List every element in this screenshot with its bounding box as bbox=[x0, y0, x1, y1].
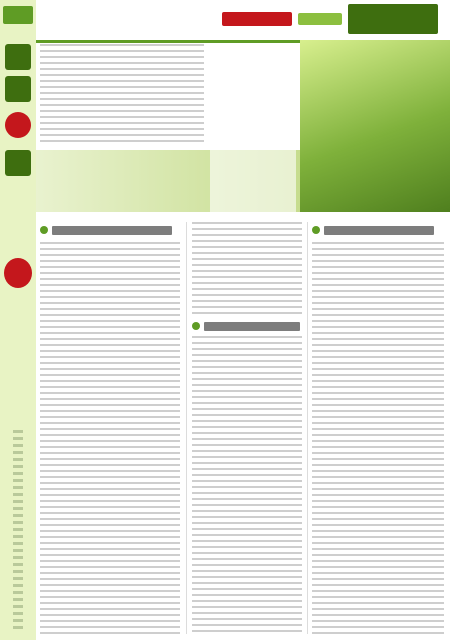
section-title-char-3 bbox=[5, 112, 31, 138]
section-body-block-1 bbox=[40, 242, 180, 634]
intro-text-block bbox=[40, 44, 204, 144]
section-body-3 bbox=[312, 242, 444, 634]
grape-photo bbox=[300, 40, 450, 212]
section-marker-3 bbox=[312, 226, 320, 234]
issue-meta-column bbox=[13, 430, 23, 630]
intro-text bbox=[40, 44, 204, 144]
paper-name-mark bbox=[222, 12, 292, 26]
section-title-bar-1 bbox=[52, 226, 172, 235]
section-title-bar-3 bbox=[324, 226, 434, 235]
headline-main bbox=[214, 48, 292, 128]
section-body-block-2-top bbox=[192, 222, 302, 314]
headline-area bbox=[210, 44, 296, 214]
section-body-2 bbox=[192, 336, 302, 634]
feature-label-mark bbox=[298, 13, 342, 25]
section-body-1 bbox=[40, 242, 180, 634]
page-masthead bbox=[36, 0, 450, 43]
column-divider-left bbox=[186, 222, 187, 634]
section-marker-1 bbox=[40, 226, 48, 234]
page-number-badge bbox=[3, 6, 33, 24]
column-divider-right bbox=[307, 222, 308, 634]
section-title-char-4 bbox=[5, 150, 31, 176]
section-marker-2 bbox=[192, 322, 200, 330]
special-tag-badge bbox=[4, 258, 32, 288]
section-sidebar bbox=[0, 0, 36, 640]
section-title-char-1 bbox=[5, 44, 31, 70]
section-body-block-3 bbox=[312, 242, 444, 634]
headline-sub bbox=[214, 134, 292, 210]
section-body-block-2 bbox=[192, 336, 302, 634]
section-title-char-2 bbox=[5, 76, 31, 102]
section-title-bar-2 bbox=[204, 322, 300, 331]
city-logo bbox=[348, 4, 438, 34]
